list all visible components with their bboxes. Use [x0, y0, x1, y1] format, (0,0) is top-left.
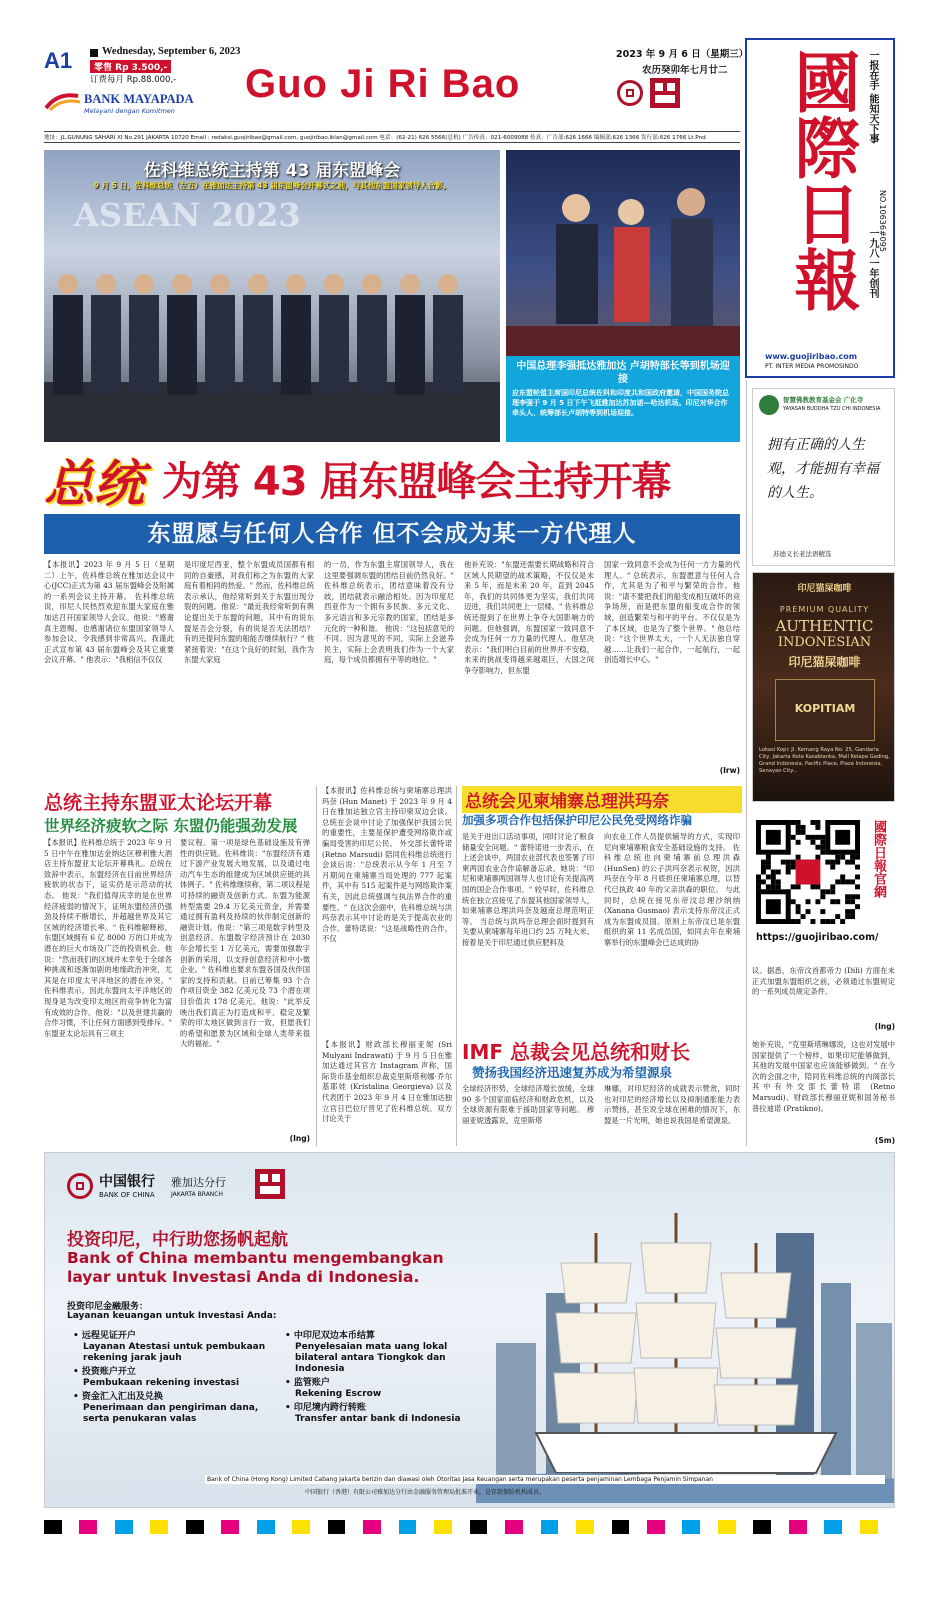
qr-cell	[786, 870, 791, 875]
qr-cell	[820, 835, 825, 840]
qr-cell	[820, 889, 825, 894]
qr-cell	[796, 919, 801, 924]
qr-cell	[845, 860, 850, 865]
partner-logo-icon	[650, 78, 680, 108]
leader-body	[129, 295, 159, 395]
qr-cell	[771, 870, 776, 875]
sponsor-tagline: Melayani dengan Komitmen	[84, 107, 175, 115]
color-swatch	[115, 1520, 133, 1534]
tzuchi-calligraphy: 拥有正确的人生观，才能拥有幸福的人生。	[767, 437, 879, 501]
boc-service-left-item	[73, 1392, 273, 1425]
qr-cell	[850, 894, 855, 899]
color-swatch	[523, 1520, 541, 1534]
qr-url[interactable]: https://guojiribao.com/	[756, 932, 879, 943]
color-swatch	[204, 1520, 222, 1534]
story3-byline: (Ing)	[874, 1022, 895, 1031]
qr-cell	[830, 884, 835, 889]
color-swatch	[807, 1520, 825, 1534]
color-swatch	[310, 1520, 328, 1534]
coffee-product-name: KOPITIAM	[794, 702, 856, 715]
leader-body	[433, 295, 463, 395]
color-swatch	[718, 1520, 736, 1534]
qr-cell	[756, 884, 761, 889]
qr-cell	[830, 889, 835, 894]
coffee-ad	[752, 572, 895, 802]
qr-cell	[855, 865, 860, 870]
tzuchi-org: YAYASAN BUDDHA TZU CHI INDONESIA	[783, 406, 881, 412]
leader-body	[357, 295, 387, 395]
story3-col-4: 议。据悉，东帝汶首都帝力 (Dili) 方面在未正式加盟东盟组织之前，必须通过东盟规定的一系列成员规定条件。	[752, 966, 895, 997]
boc-service-left-item-id: Penerimaan dan pengiriman dana, serta penukaran valas	[83, 1403, 259, 1424]
qr-cell	[791, 835, 796, 840]
leader-body	[395, 295, 425, 395]
leader-body	[91, 295, 121, 395]
color-swatch	[150, 1520, 168, 1534]
qr-cell	[801, 830, 806, 835]
coffee-en-2: AUTHENTIC	[775, 617, 874, 635]
page-number: A1	[44, 48, 73, 73]
boc-service-right-item-cn: • 监管账户	[285, 1378, 485, 1389]
boc-service-list-left	[73, 1331, 273, 1428]
color-swatch	[505, 1520, 523, 1534]
qr-cell	[771, 884, 776, 889]
qr-cell	[761, 870, 766, 875]
photo1-title: 佐科维总统主持第 43 届东盟峰会	[143, 161, 401, 181]
leader-head	[96, 274, 116, 294]
boc-branch-cn: 雅加达分行	[171, 1176, 226, 1189]
asean-banner-text: ASEAN 2023	[74, 196, 301, 234]
boc-service-left-item-cn: • 投资账户开立	[73, 1367, 273, 1378]
qr-cell	[771, 879, 776, 884]
photo1-caption: 9 月 5 日，佐科维总统（左五）在雅加达主持第 43 届东盟峰会开幕式之前，与其他东盟国家领导人合影。	[93, 181, 451, 190]
subheadline-bar	[44, 514, 740, 554]
qr-cell	[850, 914, 855, 919]
qr-cell	[815, 820, 820, 825]
tzuchi-ad	[752, 388, 895, 566]
color-swatch	[275, 1520, 293, 1534]
qr-label: 國際日報官網	[871, 820, 886, 898]
color-registration-bar	[44, 1520, 895, 1534]
qr-cell	[810, 835, 815, 840]
headline-prefix: 总统	[44, 455, 144, 513]
subheadline-text: 东盟愿与任何人合作 但不会成为某一方代理人	[147, 521, 637, 547]
qr-cell	[845, 909, 850, 914]
color-swatch	[257, 1520, 275, 1534]
qr-cell	[820, 840, 825, 845]
boc-service-right-item	[285, 1331, 485, 1375]
address-bar: 地址：JL.GUNUNG SAHARI XI No.291 JAKARTA 10720 Email : redaksi.guojiribao@gmail.com, guojiribao.iklan@gmail.com 电话：(62-21) 626 5566(总机) 广告传真：021-6009088 传真：广告部:626 1666 编辑部:626 1366 发行部:626 1766 Lt.Pnd	[44, 131, 740, 143]
story4-col-1: 【本报讯】财政部长穆丽亚妮 (Sri Mulyani Indrawati) 于 9 月 5 日在雅加达通过其官方 Instagram 声称，国际货币基金组织总裁克里斯塔利娜·乔尔基耶娃 (Kristalina Georgieva) 以及代表团于 2023 年 9 月 4 日在雅加达独立宫日巴拉厅晋见了佐科维总统。双方讨论关于	[322, 1040, 452, 1124]
leader-body	[319, 295, 349, 395]
tzuchi-sign: 苏德义长老法语精选	[773, 550, 832, 558]
qr-cell	[830, 919, 835, 924]
boc-footer-cn: 中国银行（香港）有限公司雅加达分行由金融服务管理局批准开业，是存款保险机构成员。	[305, 1489, 546, 1496]
qr-cell	[766, 874, 771, 879]
qr-cell	[796, 904, 801, 909]
color-swatch	[44, 1520, 62, 1534]
coffee-cn: 印尼猫屎咖啡	[788, 655, 861, 669]
leader-body	[167, 295, 197, 395]
qr-cell	[766, 855, 771, 860]
story4-subheadline: 赞扬我国经济迅速复苏成为希望源泉	[472, 1065, 673, 1080]
column-rule	[316, 786, 317, 1146]
color-swatch	[753, 1520, 771, 1534]
qr-cell	[761, 860, 766, 865]
boc-service-right-item-cn: • 中印尼双边本币结算	[285, 1331, 485, 1342]
story3-col-1: 【本报讯】佐科维总统与柬埔寨总理洪玛奈 (Hun Manet) 于 2023 年 9 月 4 日在雅加达独立宫主持印柬双边会谈。 总统在会谈中讨论了加强保护我国公民的重要性，主要是保护遭受网络欺诈或骗局受害的印尼公民。 外交部长蕾特诺 (Retno Marsudi) 陪同佐科维总统进行会谈后说："总统表示从今年 1 月至 7 月期间在柬埔寨当局处理的 777 起案件，其中有 515 起案件是与网络欺诈案有关，因此总统强调与执法界合作的重要性。" 在这次会面中，佐科维总统与洪玛奈表示其中讨论的是关于提高农业的合作。蕾特诺说："这是战略性的合作，不仅	[322, 786, 452, 944]
qr-cell	[796, 909, 801, 914]
qr-cell	[850, 909, 855, 914]
boc-slogan-cn: 投资印尼，中行助您扬帆起航	[67, 1230, 288, 1250]
boc-services-cn: 投资印尼金融服务：	[67, 1302, 149, 1312]
color-swatch	[736, 1520, 754, 1534]
qr-cell	[835, 860, 840, 865]
qr-cell	[825, 889, 830, 894]
qr-cell	[820, 909, 825, 914]
arrival-figures	[506, 150, 740, 360]
color-swatch	[771, 1520, 789, 1534]
boc-service-left-item-id: Layanan Atestasi untuk pembukaan rekening jarak jauh	[83, 1342, 266, 1363]
qr-cell	[840, 879, 845, 884]
color-swatch	[399, 1520, 417, 1534]
title-chinese: 國際日報	[783, 48, 861, 312]
color-swatch	[133, 1520, 151, 1534]
qr-cell	[820, 850, 825, 855]
qr-cell	[766, 865, 771, 870]
qr-cell	[791, 865, 796, 870]
leader-body	[205, 295, 235, 395]
issue-number: NO.10636#095	[878, 190, 887, 252]
top-story-byline: (Irw)	[719, 766, 740, 775]
story2-byline: (Ing)	[289, 1134, 310, 1143]
boc-services-id: Layanan keuangan untuk Investasi Anda:	[67, 1311, 277, 1321]
color-swatch	[700, 1520, 718, 1534]
leader-body	[53, 295, 83, 395]
story3-headline: 总统会见柬埔寨总理洪玛奈	[462, 786, 742, 813]
story2-subheadline: 世界经济疲软之际 东盟仍能强劲发展	[44, 817, 298, 835]
boc-logo	[67, 1169, 287, 1209]
color-swatch	[363, 1520, 381, 1534]
qr-cell	[771, 874, 776, 879]
qr-cell	[776, 884, 781, 889]
color-swatch	[647, 1520, 665, 1534]
color-swatch	[665, 1520, 683, 1534]
date-chinese: 2023 年 9 月 6 日（星期三）	[616, 49, 749, 60]
qr-cell	[815, 855, 820, 860]
qr-cell	[776, 879, 781, 884]
color-swatch	[487, 1520, 505, 1534]
qr-cell	[810, 919, 815, 924]
qr-cell	[820, 894, 825, 899]
color-swatch	[345, 1520, 363, 1534]
tzuchi-lotus-icon	[759, 395, 779, 415]
story4-col-3: 琳娜，对印尼经济的成就表示赞赏，同时也对印尼的经济增长以及抑制通胀能力表示赞扬，甚至说全球在困难的情况下，东盟是一片光明，她也说我国是希望源泉。	[604, 1084, 740, 1125]
qr-cell	[835, 914, 840, 919]
color-swatch	[79, 1520, 97, 1534]
website-url[interactable]: www.guojiribao.com	[765, 352, 858, 361]
main-headline	[44, 444, 740, 512]
price-label: 零售 Rp 3.500,-	[90, 60, 171, 73]
qr-cell	[835, 899, 840, 904]
color-swatch	[824, 1520, 842, 1534]
leader-body	[281, 295, 311, 395]
qr-cell	[830, 899, 835, 904]
square-icon	[90, 49, 98, 57]
story4-byline: (Sm)	[874, 1136, 895, 1145]
qr-cell	[825, 860, 830, 865]
qr-cell	[850, 879, 855, 884]
leader-head	[362, 274, 382, 294]
top-story-col-1: 【本报讯】2023 年 9 月 5 日（星期二）上午，佐科维总统在雅加达会议中心(JCC)正式为第 43 届东盟峰会及附属的一系列会议主持开幕。 佐科维总统说，印尼人民热烈欢迎东盟大家庭在雅加达召开国家领导人会议。他说："感谢真主恩赐。也感谢诸位东盟国家领导人参加会议，令我感到非常高兴。我谨此正式宣布第 43 届东盟峰会及其它重要会议开幕。" 他表示："我相信不仅仅	[44, 560, 174, 665]
qr-cell	[830, 865, 835, 870]
leader-head	[438, 274, 458, 294]
qr-cell	[806, 835, 811, 840]
qr-cell	[791, 820, 796, 825]
subscription-price: 订费每月 Rp.88.000,-	[90, 75, 177, 85]
boc-logo-icon	[617, 80, 643, 106]
color-swatch	[612, 1520, 630, 1534]
qr-cell	[840, 919, 845, 924]
color-swatch	[682, 1520, 700, 1534]
color-swatch	[878, 1520, 896, 1534]
color-swatch	[416, 1520, 434, 1534]
boc-partner-icon	[255, 1169, 285, 1199]
tzuchi-line: 智慧佛教教育基金会 广化寺	[783, 396, 864, 404]
leader-body	[243, 295, 273, 395]
qr-section	[752, 812, 895, 962]
qr-cell	[810, 884, 815, 889]
boc-service-left-item-cn: • 远程见证开户	[73, 1331, 273, 1342]
qr-cell	[791, 899, 796, 904]
story3-subheadline: 加强多项合作包括保护印尼公民免受网络诈骗	[462, 813, 692, 827]
color-swatch	[328, 1520, 346, 1534]
qr-cell	[845, 899, 850, 904]
qr-cell	[850, 860, 855, 865]
boc-service-right-item	[285, 1378, 485, 1400]
top-story-col-5: 国家一致同意不会成为任何一方力量的代理人。" 总统表示，东盟愿意与任何人合作，尤其是为了和平与繁荣的合作。他说："请不要把我们的船变成相互破坏的竞争场所，而是把东盟的船变成合作的领域，创造繁荣与和平的平台。不仅仅是为了本区域，也是为了整个世界。" 他总结说："这个世界太大，一个人无法独自穿越……让我们一起合作，一起航行，一起创造增长中心。"	[604, 560, 740, 665]
side-slogan-1: 一报在手 能知天下事	[867, 50, 878, 144]
qr-cell	[810, 840, 815, 845]
qr-cell	[791, 860, 796, 865]
coffee-package	[775, 679, 875, 741]
boc-service-right-item-cn: • 印尼境内跨行转账	[285, 1403, 485, 1414]
boc-branch-en: JAKARTA BRANCH	[171, 1191, 223, 1198]
photo2-title: 中国总理李强抵达雅加达 卢胡特部长等到机场迎接	[516, 361, 730, 385]
leader-head	[286, 274, 306, 294]
photo2-caption: 应东盟轮值主席国印尼总统佐科和印度共和国政府邀请，中国国务院总理李强于 9 月 5 日下午飞抵雅加达苏加诺—哈达机场。印尼对华合作牵头人、统筹部长卢胡特等到机场迎接。	[512, 389, 729, 417]
qr-cell	[801, 914, 806, 919]
top-story-col-2: 是印度尼西亚，整个东盟成员国都有相同的自豪感，对我们称之为东盟的大家庭有着相同的热爱。" 然而，佐科维总统表示承认，他经常听到关于东盟出现分裂的问题。他说："最近我经常听到有舆论提出关于东盟的问题，其中有的说东盟是否会分裂，有的说是否无法团结？有的还提问东盟的船能否继续航行？" 他紧接着说："在这个良好的时刻，我作为东盟大家庭	[184, 560, 314, 665]
qr-cell	[835, 855, 840, 860]
color-swatch	[789, 1520, 807, 1534]
color-swatch	[62, 1520, 80, 1534]
story3-col-3: 向农业工作人员提供辅导的方式，实现印尼向柬埔寨粮食安全基础设施的支持。 佐科维总统也向柬埔寨前总理洪森 (HunSen) 的公子洪玛奈表示祝贺，因洪玛奈在今年 8 月底担任柬埔寨总理，以替代已执政 40 年的父亲洪森的职位。 与此同时，总统在接见东帝汶总理沙纳纳 (Xanana Gusmao) 表示支持东帝汶正式成为东盟成员国。原则上东帝汶已是东盟组织的第 11 名成员国，如同去年在柬埔寨举行的东盟峰会已达成的协	[604, 832, 740, 947]
boc-service-left-item-id: Pembukaan rekening investasi	[83, 1378, 240, 1388]
leader-head	[172, 274, 192, 294]
color-swatch	[292, 1520, 310, 1534]
top-story-col-4: 他补充说："东盟还需要长期战略和符合区域人民期望的战术策略，不仅仅是未来 5 年，而是未来 20 年，直到 2045 年，我们的共同体更为坚实，我们共同迈进，我们共同更上一层楼。" 佐科维总统还提到了在世界上争夺大国影响力的问题。但他强调，东盟国家一致同意不会成为任何一方力量的代理人。他坚决表示："我们明白目前的世界并不安稳，未来的挑战变得越来越艰巨，大国之间争夺影响力，但东盟	[464, 560, 594, 675]
leaders-silhouettes	[44, 232, 500, 442]
qr-cell	[761, 879, 766, 884]
color-swatch	[842, 1520, 860, 1534]
color-swatch	[860, 1520, 878, 1534]
color-swatch	[541, 1520, 559, 1534]
coffee-en-1: PREMIUM QUALITY	[779, 605, 870, 614]
qr-cell	[820, 845, 825, 850]
coffee-outlets: Lokasi Kopi: Jl. Kemang Raya No. 25, Gandaria City, Jakarta Kota Kasablanka, Mall Kelapa Gading, Grand Indonesia, Pacific Place, Plaza Indonesia, Senayan City...	[759, 747, 890, 774]
top-story-col-3: 的一员，作为东盟主席国领导人，我在这里要强调东盟的团结目前仍然良好。" 佐科维总统表示，团结意味着没有分歧，团结就表示融洽相处。因为印度尼西亚作为一个拥有多民族、多元文化、多元语言和多元宗教的国家，团结是多元化的一种和谐。 他说："这包括意见的不同。因为意见的不同，实际上会滋养民主，实际上会表明我们作为一个大家庭，每个成员都拥有平等的地位。"	[324, 560, 454, 665]
qr-cell	[815, 825, 820, 830]
story3-col-2: 是关于进出口活动事项，同时讨论了粮食储量安全问题。" 蕾特诺进一步表示，在上述会谈中，两国农业部代表也签署了印柬两国农业合作谅解备忘录。她说："印尼和柬埔寨两国领导人也讨论有关提高两国的国企合作事项。" 较早时，佐科维总统在独立宫接见了东盟其他国家领导人，如柬埔寨总理洪玛奈及越南总理范明正等。 当总统与洪玛奈总理会面时提到有关要从柬埔寨每年进口约 25 万吨大米。接着是关于印尼通过供应肥料及	[462, 832, 594, 947]
mayapada-swoosh-icon	[44, 90, 82, 112]
story2-col-2: 要议程。第一项是绿色基础设施及有弹性的供应链。佐科维说："东盟经济有通过下游产业发展大地发展，以及通过电动汽车生态的组建成为区域供应链的具体例子。" 佐科维继续称，第二项议程是可持续的融资及创新方式。东盟为能源转型需要 29.4 万亿美元资金，并需要通过拥有盈利及持续的伙伴制定创新的融资计划。他说："第三项是数字转型及创意经济。东盟数字经济预计在 2030 年会增长至 1 万亿美元，需要加强数字创新的采用，以支持创意经济和中小微企业。" 佐科维也要求东盟各国及伙伴国家的支持和贡献。目前已筹集 93 个合作项目资金 382 亿美元及 73 个潜在项目价值共 178 亿美元。他说："此举反映出我们真正为打造成和平、稳定及繁荣的印太地区做到言行一致，但愿我们的希望和愿景为区域和全球人类带来很大的福祉。"	[180, 838, 310, 1049]
photo2-caption-box	[506, 356, 740, 442]
qr-cell	[855, 855, 860, 860]
qr-cell	[850, 855, 855, 860]
leader-head	[210, 274, 230, 294]
lunar-date: 农历癸卯年七月廿二	[642, 65, 728, 76]
color-swatch	[186, 1520, 204, 1534]
bank-mayapada-logo	[44, 88, 194, 120]
story4-headline: IMF 总裁会见总统和财长	[462, 1040, 690, 1064]
color-swatch	[452, 1520, 470, 1534]
coffee-brand: 印尼猫屎咖啡	[797, 584, 852, 594]
qr-cell	[825, 919, 830, 924]
color-swatch	[239, 1520, 257, 1534]
boc-service-right-item-id: Rekening Escrow	[295, 1389, 382, 1399]
qr-cell	[791, 884, 796, 889]
boc-circle-icon	[67, 1173, 93, 1199]
qr-cell	[806, 909, 811, 914]
boc-service-left-item-cn: • 资金汇入汇出及兑换	[73, 1392, 273, 1403]
boc-service-list-right	[285, 1331, 485, 1428]
title-chinese-box	[745, 38, 895, 378]
boc-bank-cn: 中国银行	[99, 1174, 155, 1190]
side-slogan-2: 一九八一年创刊	[867, 228, 878, 298]
publisher-name: PT. INTER MEDIA PROMOSINDO	[765, 363, 859, 370]
leader-head	[134, 274, 154, 294]
photo-li-qiang-arrival	[506, 150, 740, 442]
photo-asean-leaders	[44, 150, 500, 442]
color-swatch	[576, 1520, 594, 1534]
qr-cell	[845, 914, 850, 919]
boc-footer-id: Bank of China (Hong Kong) Limited Cabang Jakarta berizin dan diawasi oleh Otoritas Jasa Keuangan serta merupakan peserta penjaminan Lembaga Penjamin Simpanan	[205, 1475, 885, 1484]
qr-cell	[830, 860, 835, 865]
qr-cell	[801, 825, 806, 830]
qr-cell	[796, 830, 801, 835]
city-skyline-ship	[476, 1173, 895, 1503]
leader-head	[400, 274, 420, 294]
title-latin: Guo Ji Ri Bao	[245, 62, 521, 106]
story2-col-1: 【本报讯】佐科维总统于 2023 年 9 月 5 日中午在雅加达金纳达区穆利雅大酒店主持东盟亚太论坛开幕典礼。总统在致辞中表示，东盟经济在目前世界经济疲软的状态下，证实仍是示范动的状态。 他说："我们值得庆幸的是在世界经济疲弱的情况下，证明东盟经济仍强劲及持续不断增长，并超越世界及其它区域的经济增长率。" 佐科维解释称，东盟区域拥有 6 亿 8000 万的口并成为潜在的巨大市场及广泛的投资机会。他说："然而我们的区域并未幸免于全球各种挑战和逐渐加剧的地缘政治冲突，尤其是在印度太平洋地区的潜在冲突。" 佐科维表示，因此东盟向太平洋地区的现身是为改变印太地区的竞争转化为富有成效的合作。他说："以及世建共赢的合作习惯，不让任何方面感到受排斥。" 东盟亚太论坛具有三项主	[44, 838, 172, 1038]
coffee-en-3: INDONESIAN	[777, 635, 872, 650]
qr-cell	[766, 884, 771, 889]
story4-col-2: 全球经济形势，全球经济增长放缓，全球 90 多个国家面临经济和财政危机，以及全球资源有限难于援助国家等问题。 穆丽亚妮透露说，克里斯塔	[462, 1084, 594, 1125]
qr-code-icon[interactable]	[756, 820, 860, 924]
color-swatch	[594, 1520, 612, 1534]
qr-cell	[835, 879, 840, 884]
color-swatch	[434, 1520, 452, 1534]
qr-cell	[840, 855, 845, 860]
leader-head	[324, 274, 344, 294]
qr-cell	[786, 865, 791, 870]
qr-cell	[815, 845, 820, 850]
qr-cell	[855, 894, 860, 899]
qr-cell	[756, 879, 761, 884]
qr-cell	[766, 860, 771, 865]
qr-cell	[855, 884, 860, 889]
leader-head	[58, 274, 78, 294]
qr-cell	[786, 860, 791, 865]
story2-headline: 总统主持东盟亚太论坛开幕	[44, 792, 273, 814]
color-swatch	[168, 1520, 186, 1534]
qr-cell	[815, 899, 820, 904]
qr-cell	[796, 884, 801, 889]
qr-cell	[781, 860, 786, 865]
boc-service-right-item	[285, 1403, 485, 1425]
qr-cell	[845, 894, 850, 899]
qr-cell	[756, 874, 761, 879]
boc-service-left-item	[73, 1367, 273, 1389]
headline-text: 为第 43 届东盟峰会主持开幕	[162, 459, 671, 505]
boc-advertisement	[44, 1152, 895, 1508]
story4-col-4: 她补充说，"克里斯塔琳娜说，这也对发展中国家提供了一个榜样，如果印尼能够做到，其他的发展中国家也应该能够做到。" 在今次的会面之中，陪同佐科维总统的内阁部长其中有外交部长蕾特诺 (Retno Marsudi)、财政部长穆丽亚妮和国务秘书普拉迪诺 (Pratikno)。	[752, 1040, 895, 1113]
qr-cell	[806, 899, 811, 904]
qr-cell	[796, 820, 801, 825]
column-rule	[456, 786, 457, 1146]
qr-cell	[850, 899, 855, 904]
qr-cell	[820, 919, 825, 924]
color-swatch	[97, 1520, 115, 1534]
qr-cell	[791, 919, 796, 924]
qr-cell	[815, 835, 820, 840]
qr-cell	[845, 879, 850, 884]
qr-cell	[796, 855, 801, 860]
qr-cell	[796, 825, 801, 830]
column-rule	[746, 380, 747, 1146]
boc-bank-en: BANK OF CHINA	[99, 1191, 155, 1199]
boc-service-right-item-id: Penyelesaian mata uang lokal bilateral antara Tiongkok dan Indonesia	[295, 1342, 448, 1374]
qr-cell	[796, 840, 801, 845]
color-swatch	[629, 1520, 647, 1534]
qr-cell	[815, 884, 820, 889]
boc-slogan-id: Bank of China membantu mengembangkan layar untuk Investasi Anda di Indonesia.	[67, 1249, 444, 1286]
qr-cell	[855, 874, 860, 879]
qr-cell	[776, 870, 781, 875]
date-english: Wednesday, September 6, 2023	[102, 46, 241, 57]
color-swatch	[381, 1520, 399, 1534]
qr-cell	[810, 820, 815, 825]
boc-service-left-item	[73, 1331, 273, 1364]
color-swatch	[558, 1520, 576, 1534]
qr-cell	[855, 904, 860, 909]
boc-service-right-item-id: Transfer antar bank di Indonesia	[295, 1414, 461, 1424]
qr-cell	[840, 874, 845, 879]
color-swatch	[221, 1520, 239, 1534]
leader-head	[248, 274, 268, 294]
qr-cell	[761, 865, 766, 870]
color-swatch	[470, 1520, 488, 1534]
sponsor-name: BANK MAYAPADA	[84, 92, 194, 106]
